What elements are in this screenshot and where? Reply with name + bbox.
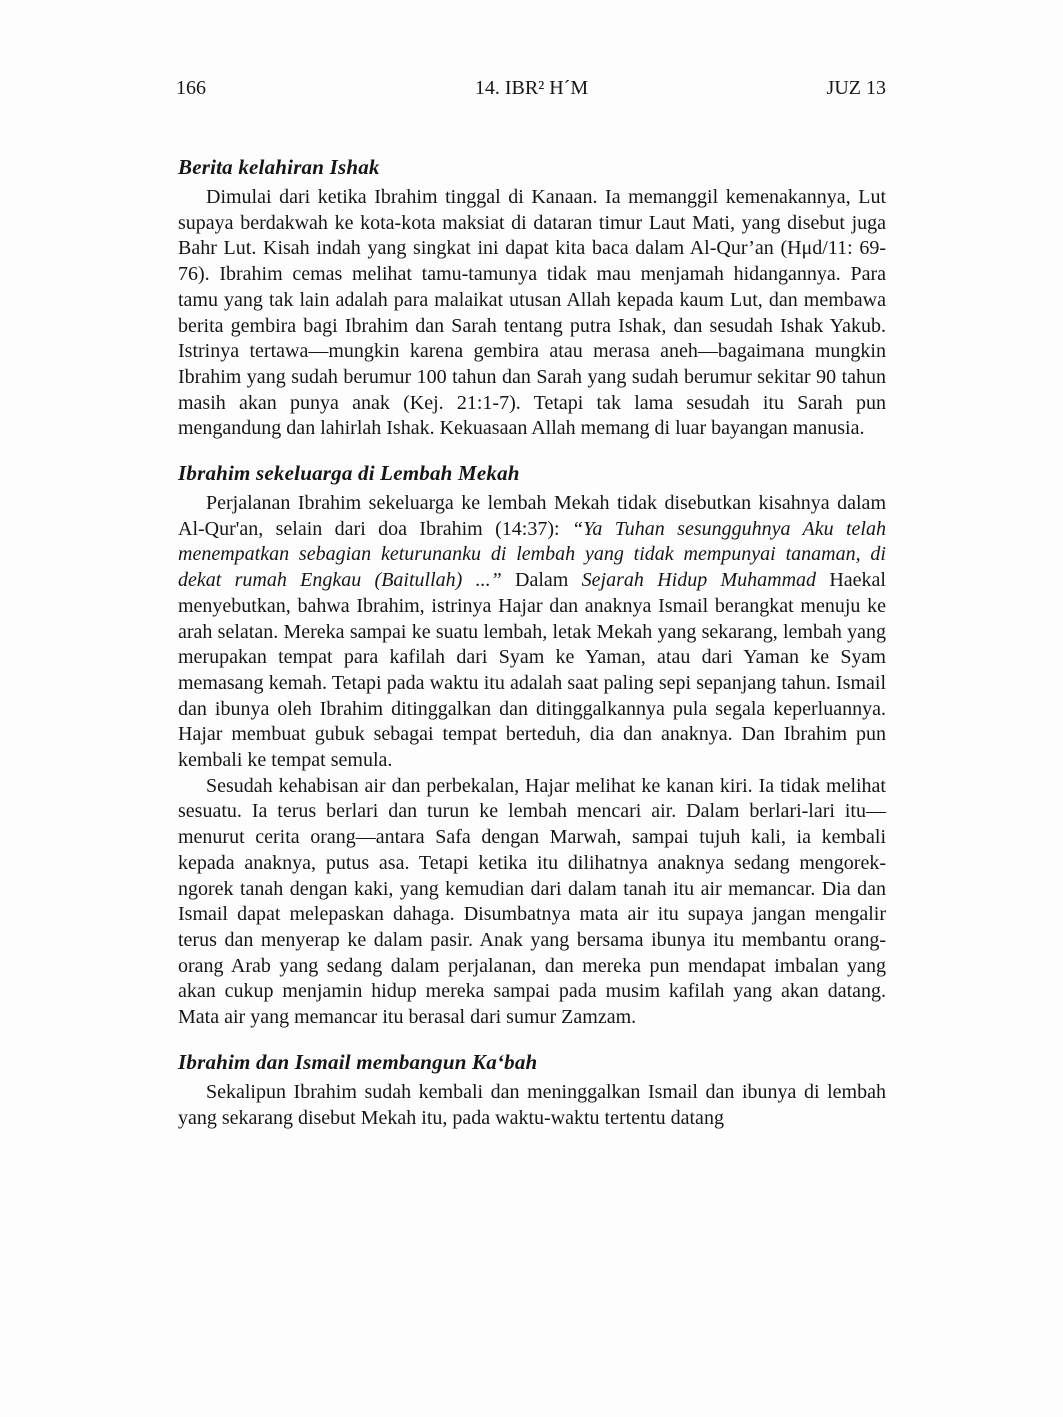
- page-content: [178, 154, 886, 1131]
- paragraph-text: Sesudah kehabisan air dan perbekalan, Hajar melihat ke kanan kiri. Ia tidak melihat sesuatu. Ia terus berlari dan turun ke lembah mencari air. Dalam berlari-lari itu—menurut cerita orang—antara Safa dengan Marwah, sampai tujuh kali, ia kembali kepada anaknya, putus asa. Tetapi ketika itu dilihatnya anaknya sedang mengorek-ngorek tanah dengan kaki, yang kemudian dari dalam tanah itu air memancar. Dia dan Ismail dapat melepaskan dahaga. Disumbatnya mata air itu supaya jangan mengalir terus dan menyerap ke dalam pasir. Anak yang bersama ibunya itu membantu orang-orang Arab yang sedang dalam perjalanan, dan mereka pun mendapat imbalan yang akan cukup menjamin hidup mereka sampai pada musim kafilah yang akan datang. Mata air yang memancar itu berasal dari sumur Zamzam.: [178, 774, 886, 1029]
- page-header: [176, 76, 886, 100]
- paragraph-text: Haekal menyebutkan, bahwa Ibrahim, istrinya Hajar dan anaknya Ismail berangkat menuju ke arah selatan. Mereka sampai ke suatu lembah, letak Mekah yang sekarang, lembah yang merupakan tempat para kafilah dari Syam ke Yaman, atau dari Yaman ke Syam memasang kemah. Tetapi pada waktu itu adalah saat paling sepi sepanjang tahun. Ismail dan ibunya oleh Ibrahim ditinggalkan dan ditinggalkannya pula segala keperluannya. Hajar membuat gubuk sebagai tempat berteduh, dia dan anaknya. Dan Ibrahim pun kembali ke tempat semula.: [178, 569, 886, 772]
- paragraph-text: Dalam: [501, 569, 582, 592]
- page-number: 166: [176, 77, 206, 99]
- paragraph: [178, 185, 886, 442]
- paragraph-text: Sekalipun Ibrahim sudah kembali dan meninggalkan Ismail dan ibunya di lembah yang sekarang disebut Mekah itu, pada waktu-waktu tertentu datang: [178, 1080, 886, 1129]
- section-heading-berita-kelahiran-ishak: Berita kelahiran Ishak: [178, 155, 380, 179]
- quran-quote-text: “Ya Tuhan sesungguhnya Aku telah menempatkan sebagian keturunanku di lembah yang tidak mempunyai tanaman, di dekat rumah Engkau (Baitullah) ...”: [178, 517, 886, 592]
- section-heading-membangun-kabah: Ibrahim dan Ismail membangun Ka‘bah: [178, 1049, 538, 1074]
- book-title-text: Sejarah Hidup Muhammad: [581, 569, 817, 592]
- paragraph-text: Perjalanan Ibrahim sekeluarga ke lembah Mekah tidak disebutkan kisahnya dalam Al-Qur'an, selain dari doa Ibrahim (14:37):: [178, 492, 886, 540]
- chapter-title: 14. IBR² H´M: [474, 77, 589, 99]
- paragraph: [178, 491, 886, 774]
- paragraph-text: Dimulai dari ketika Ibrahim tinggal di Kanaan. Ia memanggil kemenakannya, Lut supaya berdakwah ke kota-kota maksiat di dataran timur Laut Mati, yang disebut juga Bahr Lut. Kisah indah yang singkat ini dapat kita baca dalam Al-Qur’an (Hμd/11: 69-76). Ibrahim cemas melihat tamu-tamunya tidak mau menjamah hidangannya. Para tamu yang tak lain adalah para malaikat utusan Allah kepada kaum Lut, dan membawa berita gembira bagi Ibrahim dan Sarah tentang putra Ishak, dan sesudah Ishak Yakub. Istrinya tertawa—mungkin karena gembira atau merasa aneh—bagaimana mungkin Ibrahim yang sudah berumur 100 tahun dan Sarah yang sudah berumur sekitar 90 tahun masih akan punya anak (Kej. 21:1-7). Tetapi tak lama sesudah itu Sarah pun mengandung dan lahirlah Ishak. Kekuasaan Allah memang di luar bayangan manusia.: [178, 186, 886, 440]
- section-heading-ibrahim-sekeluarga: Ibrahim sekeluarga di Lembah Mekah: [178, 461, 520, 486]
- paragraph: [178, 774, 886, 1031]
- paragraph: [178, 1080, 886, 1131]
- juz-label: JUZ 13: [826, 77, 886, 99]
